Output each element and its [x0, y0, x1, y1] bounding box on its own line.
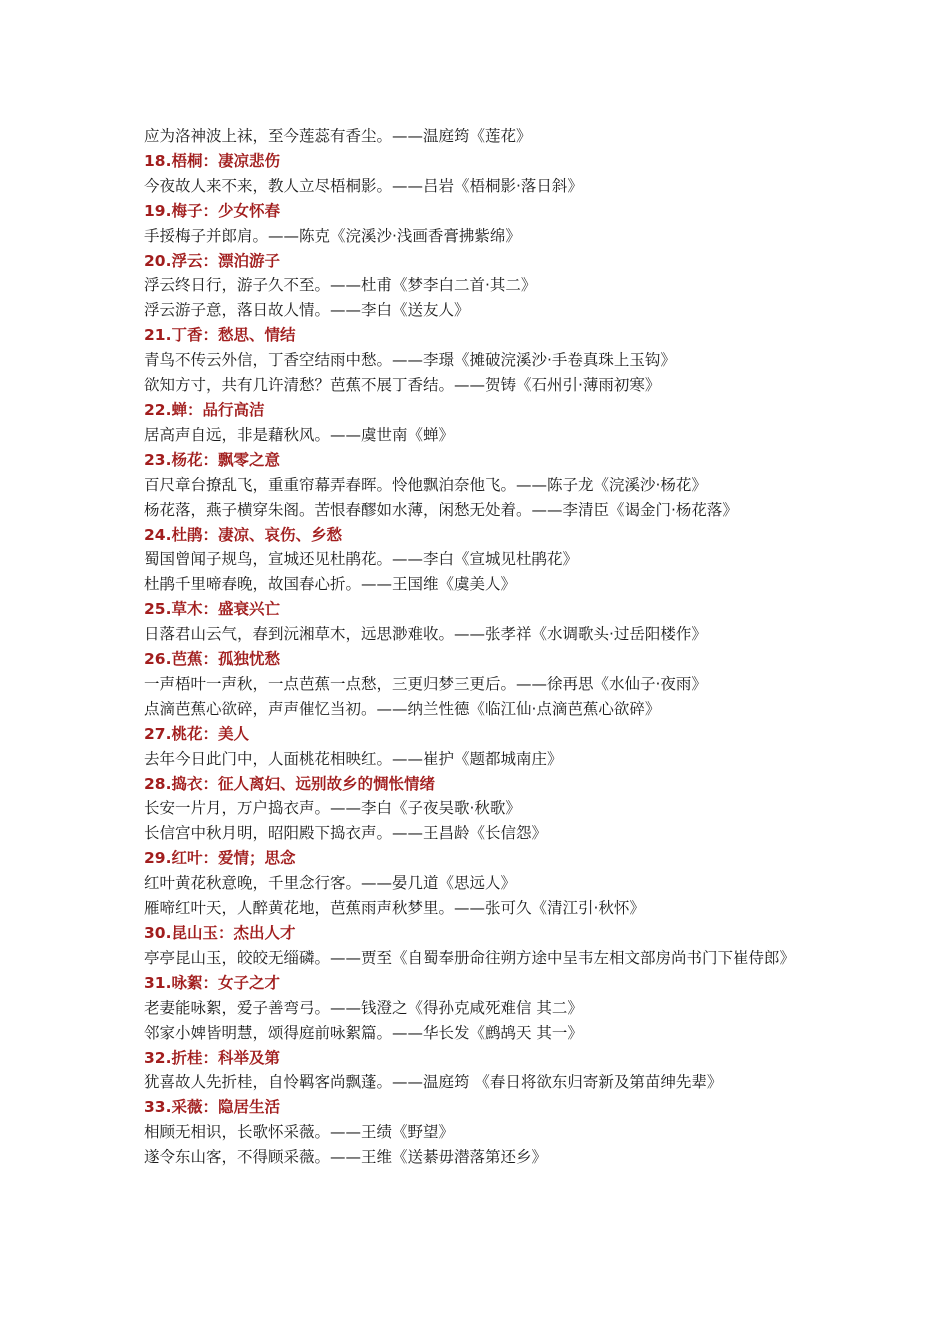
document-body [144, 124, 814, 1170]
section-heading: 32.折桂：科举及第 [144, 1048, 280, 1067]
verse-line: 应为洛神波上袜，至今莲蕊有香尘。——温庭筠《莲花》 [144, 127, 532, 145]
verse-line: 老妻能咏絮，爱子善弯弓。——钱澄之《得孙克咸死难信 其二》 [144, 998, 583, 1017]
verse-line: 遂令东山客，不得顾采薇。——王维《送綦毋潜落第还乡》 [144, 1148, 548, 1167]
verse-line: 日落君山云气，春到沅湘草木，远思渺难收。——张孝祥《水调歌头·过岳阳楼作》 [144, 625, 707, 644]
section-heading: 24.杜鹃：凄凉、哀伤、乡愁 [144, 525, 342, 544]
verse-line: 点滴芭蕉心欲碎，声声催忆当初。——纳兰性德《临江仙·点滴芭蕉心欲碎》 [144, 699, 661, 718]
verse-line: 一声梧叶一声秋，一点芭蕉一点愁，三更归梦三更后。——徐再思《水仙子·夜雨》 [144, 674, 707, 693]
verse-line: 亭亭昆山玉，皎皎无缁磷。——贾至《自蜀奉册命往朔方途中呈韦左相文部房尚书门下崔侍郎》 [144, 948, 796, 967]
section-heading: 20.浮云：漂泊游子 [144, 251, 280, 270]
section-heading: 33.采薇：隐居生活 [144, 1098, 280, 1117]
verse-line: 杜鹃千里啼春晚，故国春心折。——王国维《虞美人》 [144, 575, 517, 594]
section-heading: 29.红叶：爱情；思念 [144, 849, 296, 868]
section-heading: 21.丁香：愁思、情结 [144, 326, 296, 345]
verse-line: 青鸟不传云外信，丁香空结雨中愁。——李璟《摊破浣溪沙·手卷真珠上玉钩》 [144, 351, 676, 370]
section-heading: 28.捣衣：征人离妇、远别故乡的惆怅情绪 [144, 774, 435, 793]
verse-line: 手挼梅子并郎肩。——陈克《浣溪沙·浅画香膏拂紫绵》 [144, 226, 521, 245]
verse-line: 去年今日此门中，人面桃花相映红。——崔护《题都城南庄》 [144, 749, 563, 768]
section-heading: 22.蝉：品行高洁 [144, 400, 265, 419]
section-heading: 26.芭蕉：孤独忧愁 [144, 650, 280, 669]
verse-line: 蜀国曾闻子规鸟，宣城还见杜鹃花。——李白《宣城见杜鹃花》 [144, 550, 579, 569]
verse-line: 长安一片月，万户捣衣声。——李白《子夜吴歌·秋歌》 [144, 799, 521, 818]
verse-line: 浮云终日行，游子久不至。——杜甫《梦李白二首·其二》 [144, 276, 537, 295]
verse-line: 长信宫中秋月明，昭阳殿下捣衣声。——王昌龄《长信怨》 [144, 824, 548, 843]
verse-line: 百尺章台撩乱飞，重重帘幕弄春晖。怜他飘泊奈他飞。——陈子龙《浣溪沙·杨花》 [144, 475, 707, 494]
verse-line: 雁啼红叶天，人醉黄花地，芭蕉雨声秋梦里。——张可久《清江引·秋怀》 [144, 899, 645, 918]
verse-line: 相顾无相识，长歌怀采薇。——王绩《野望》 [144, 1123, 455, 1142]
section-heading: 19.梅子：少女怀春 [144, 201, 280, 220]
section-heading: 30.昆山玉：杰出人才 [144, 924, 296, 942]
section-heading: 25.草木：盛衰兴亡 [144, 600, 280, 619]
section-heading: 31.咏絮：女子之才 [144, 973, 280, 992]
verse-line: 犹喜故人先折桂，自怜羁客尚飘蓬。——温庭筠 《春日将欲东归寄新及第苗绅先辈》 [144, 1073, 723, 1092]
section-heading: 18.梧桐：凄凉悲伤 [144, 151, 280, 170]
verse-line: 浮云游子意，落日故人情。——李白《送友人》 [144, 301, 470, 320]
verse-line: 欲知方寸，共有几许清愁？芭蕉不展丁香结。——贺铸《石州引·薄雨初寒》 [144, 376, 661, 395]
verse-line: 居高声自远，非是藉秋风。——虞世南《蝉》 [144, 425, 455, 444]
verse-line: 红叶黄花秋意晚，千里念行客。——晏几道《思远人》 [144, 874, 517, 893]
verse-line: 今夜故人来不来，教人立尽梧桐影。——吕岩《梧桐影·落日斜》 [144, 176, 583, 195]
verse-line: 杨花落，燕子横穿朱阁。苦恨春醪如水薄，闲愁无处着。——李清臣《谒金门·杨花落》 [144, 500, 738, 519]
section-heading: 23.杨花：飘零之意 [144, 450, 280, 469]
verse-line: 邻家小婢皆明慧，颂得庭前咏絮篇。——华长发《鹧鸪天 其一》 [144, 1023, 583, 1042]
section-heading: 27.桃花：美人 [144, 724, 249, 743]
